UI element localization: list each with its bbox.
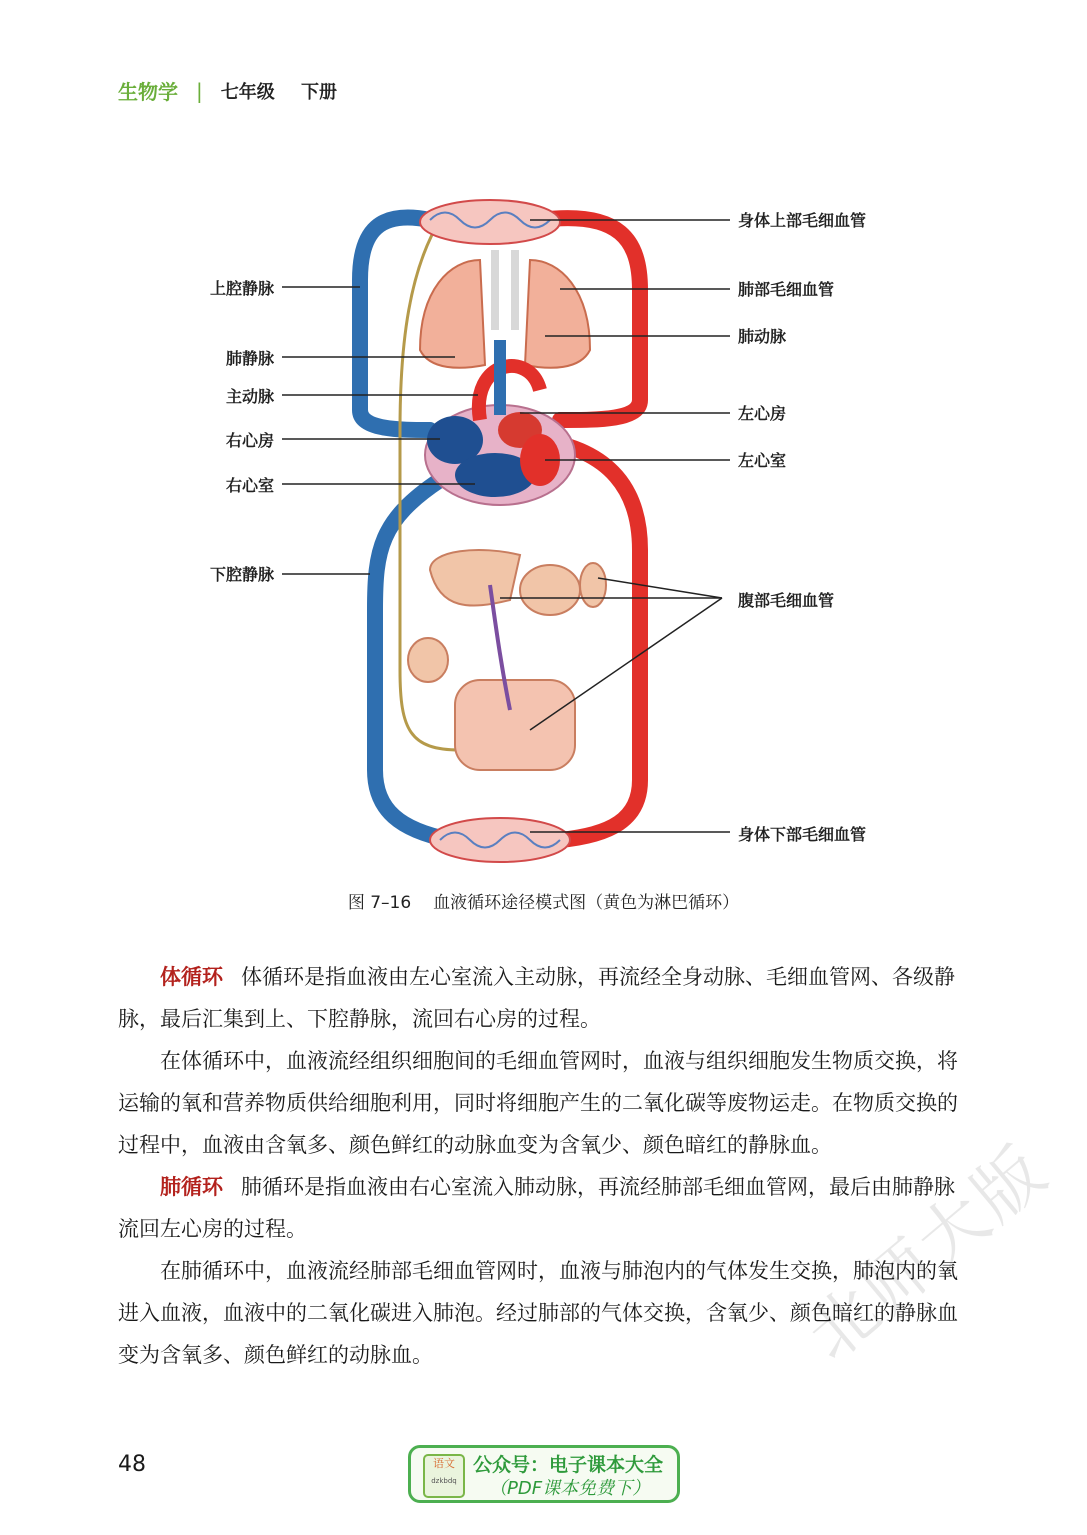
label-right-ventricle: 右心室 — [225, 476, 274, 495]
book-logo-icon — [423, 1454, 465, 1498]
grade-info — [221, 78, 357, 104]
grade-label: 七年级 — [220, 81, 275, 103]
caption-text: 血液循环途径模式图（黄色为淋巴循环） — [433, 893, 740, 913]
paragraph-systemic — [118, 956, 973, 1040]
label-inferior-vena-cava: 下腔静脉 — [209, 565, 274, 584]
stomach — [520, 565, 580, 615]
promo-badge[interactable] — [408, 1445, 680, 1503]
paragraph-pulmonary — [118, 1166, 973, 1250]
badge-line2: （PDF课本免费下） — [489, 1478, 651, 1499]
leader-abd2 — [598, 578, 722, 598]
term-pulmonary: 肺循环 — [160, 1175, 223, 1199]
label-superior-vena-cava: 上腔静脉 — [209, 279, 274, 298]
label-left-atrium: 左心房 — [738, 404, 787, 423]
intestines — [455, 680, 575, 770]
book-title: 生物学 — [118, 80, 178, 104]
label-right-atrium: 右心房 — [225, 431, 274, 450]
circulation-diagram — [0, 190, 1087, 880]
figure-caption — [0, 888, 1087, 913]
badge-logo-text: 语文 — [433, 1457, 455, 1470]
caption-number: 图 7–16 — [347, 893, 412, 913]
label-pulmonary-artery: 肺动脉 — [738, 327, 787, 346]
label-lower-capillaries: 身体下部毛细血管 — [738, 825, 867, 844]
page-number: 48 — [118, 1452, 146, 1477]
paragraph-pulmonary-detail: 在肺循环中，血液流经肺部毛细血管网时，血液与肺泡内的气体发生交换，肺泡内的氧进入血液，血液中的二氧化碳进入肺泡。经过肺部的气体交换，含氧少、颜色暗红的静脉血变为含氧多、颜色鲜红的动脉血。 — [118, 1259, 958, 1367]
leader-abd3 — [530, 598, 722, 730]
label-lung-capillaries: 肺部毛细血管 — [738, 280, 835, 299]
label-abdominal-capillaries: 腹部毛细血管 — [738, 591, 835, 610]
label-left-ventricle: 左心室 — [738, 451, 787, 470]
liver — [430, 550, 520, 606]
trachea — [495, 250, 515, 330]
publisher-watermark: 北师大版 — [792, 1130, 1064, 1376]
term-systemic: 体循环 — [160, 965, 223, 989]
left-lung — [420, 260, 485, 368]
badge-line1: 公众号：电子课本大全 — [473, 1454, 664, 1476]
upper-capillary-bed — [420, 200, 560, 244]
header-separator: | — [196, 78, 203, 103]
spleen — [408, 638, 448, 682]
label-pulmonary-vein: 肺静脉 — [225, 349, 274, 368]
volume-label: 下册 — [301, 81, 338, 103]
right-lung — [525, 260, 590, 368]
label-aorta: 主动脉 — [225, 387, 274, 406]
kidney — [580, 563, 606, 607]
page-header — [118, 76, 357, 105]
paragraph-pulmonary-text: 肺循环是指血液由右心室流入肺动脉，再流经肺部毛细血管网，最后由肺静脉流回左心房的过程。 — [118, 1175, 955, 1241]
paragraph-systemic-detail: 在体循环中，血液流经组织细胞间的毛细血管网时，血液与组织细胞发生物质交换，将运输的氧和营养物质供给细胞利用，同时将细胞产生的二氧化碳等废物运走。在物质交换的过程中，血液由含氧多、颜色鲜红的动脉血变为含氧少、颜色暗红的静脉血。 — [118, 1049, 958, 1157]
label-upper-capillaries: 身体上部毛细血管 — [738, 211, 867, 230]
badge-logo-sub: dzkbdq — [431, 1477, 457, 1485]
paragraph-systemic-text: 体循环是指血液由左心室流入主动脉，再流经全身动脉、毛细血管网、各级静脉，最后汇集到上、下腔静脉，流回右心房的过程。 — [118, 965, 955, 1031]
